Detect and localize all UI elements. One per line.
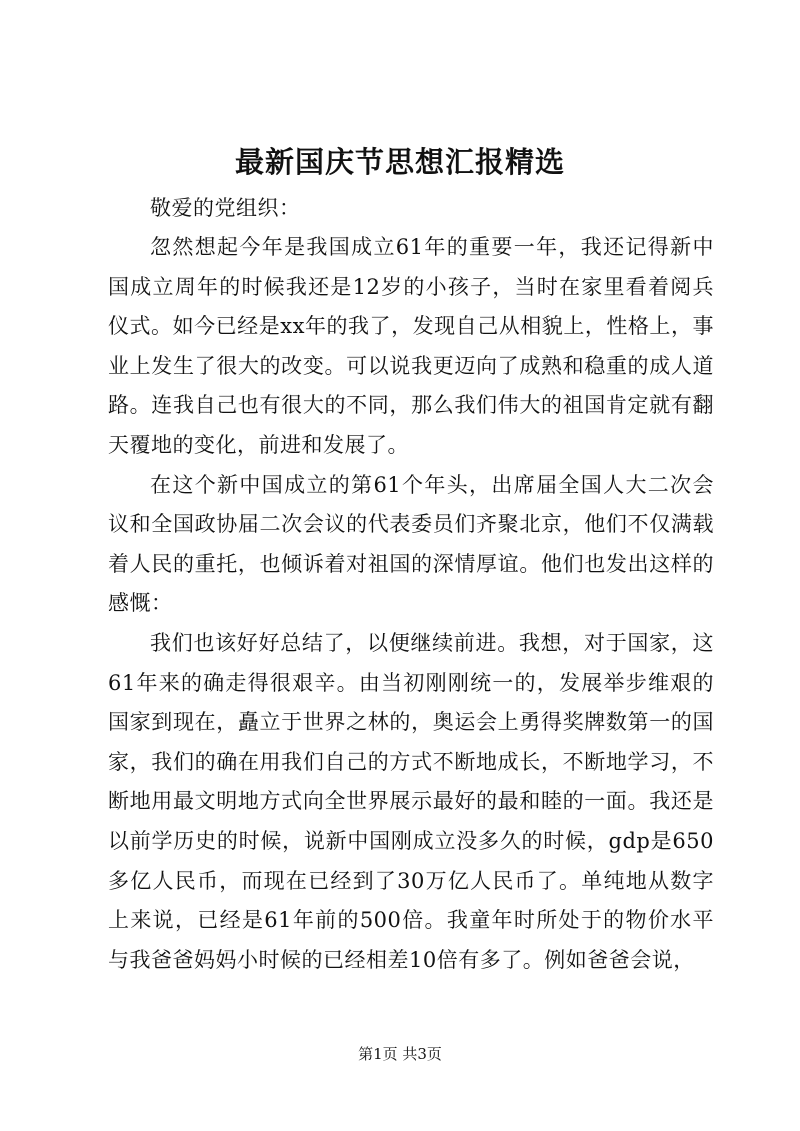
document-body bbox=[108, 188, 714, 980]
paragraph-1: 忽然想起今年是我国成立61年的重要一年，我还记得新中国成立周年的时候我还是12岁的小孩子，当时在家里看着阅兵仪式。如今已经是xx年的我了，发现自己从相貌上，性格上，事业上发生了很大的改变。可以说我更迈向了成熟和稳重的成人道路。连我自己也有很大的不同，那么我们伟大的祖国肯定就有翻天覆地的变化，前进和发展了。 bbox=[108, 235, 714, 457]
paragraph-3: 我们也该好好总结了，以便继续前进。我想，对于国家，这61年来的确走得很艰辛。由当初刚刚统一的，发展举步维艰的国家到现在，矗立于世界之林的，奥运会上勇得奖牌数第一的国家，我们的确在用我们自己的方式不断地成长，不断地学习，不断地用最文明地方式向全世界展示最好的最和睦的一面。我还是以前学历史的时候，说新中国刚成立没多久的时候，gdp是650多亿人民币，而现在已经到了30万亿人民币了。单纯地从数字上来说，已经是61年前的500倍。我童年时所处于的物价水平与我爸爸妈妈小时候的已经相差10倍有多了。例如爸爸会说， bbox=[108, 630, 714, 972]
paragraph-2: 在这个新中国成立的第61个年头，出席届全国人大二次会议和全国政协届二次会议的代表委员们齐聚北京，他们不仅满载着人民的重托，也倾诉着对祖国的深情厚谊。他们也发出这样的感慨： bbox=[108, 472, 714, 616]
greeting: 敬爱的党组织： bbox=[150, 196, 301, 220]
document-title: 最新国庆节思想汇报精选 bbox=[234, 145, 565, 179]
page-footer: 第1页 共3页 bbox=[358, 1045, 442, 1063]
